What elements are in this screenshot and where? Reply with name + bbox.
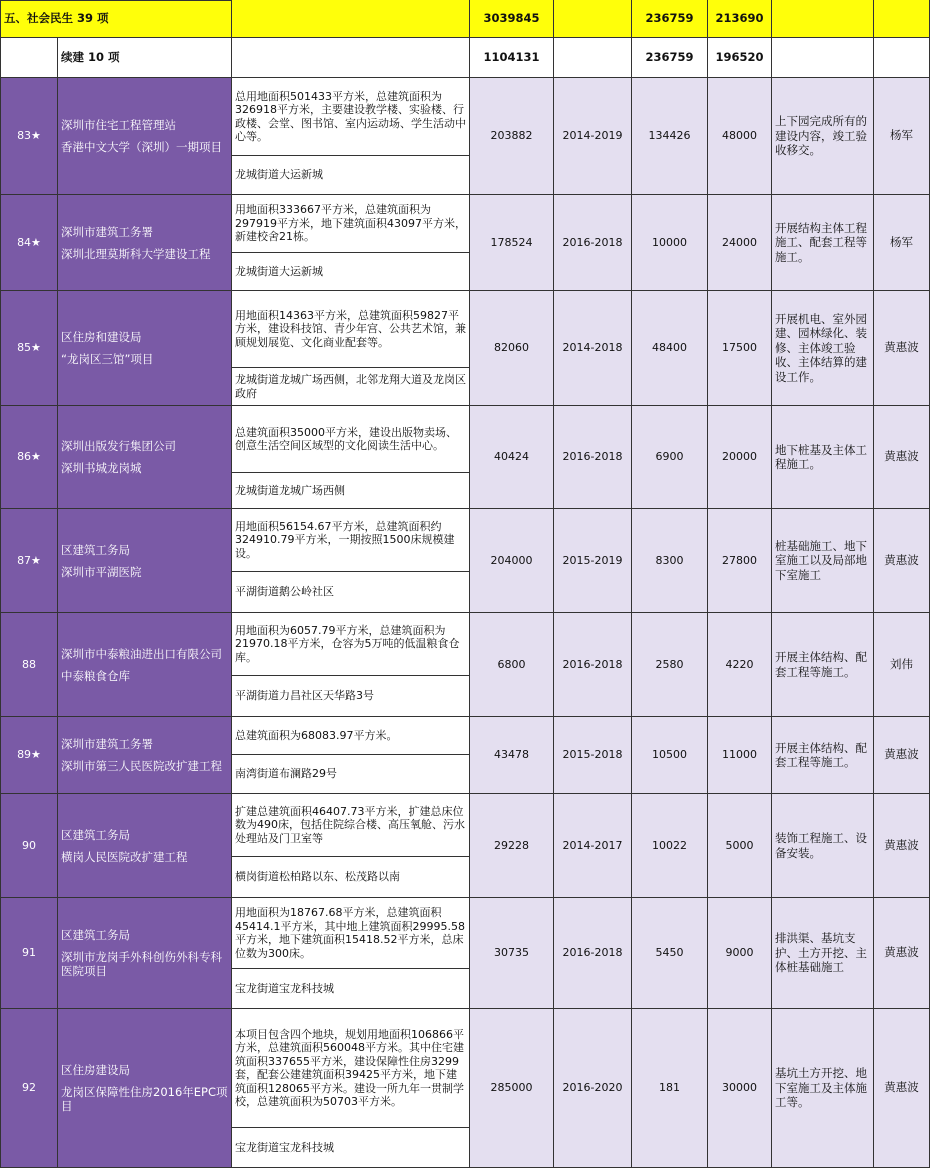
row-plan: 30000 <box>708 1009 772 1168</box>
row-location: 南湾街道布澜路29号 <box>232 755 470 794</box>
row-scale: 扩建总建筑面积46407.73平方米，扩建总床位数为490床，包括住院综合楼、高压氧舱、污水处理站及门卫室等 <box>232 794 470 857</box>
section-plan: 213690 <box>708 0 772 38</box>
row-progress: 装饰工程施工、设备安装。 <box>772 794 874 898</box>
row-completed: 6900 <box>632 406 708 509</box>
row-scale: 总用地面积501433平方米，总建筑面积为326918平方米，主要建设教学楼、实验楼、行政楼、会堂、图书馆、室内运动场、学生活动中心等。 <box>232 78 470 156</box>
row-leader: 刘伟 <box>874 613 930 717</box>
row-number: 84★ <box>0 195 58 291</box>
row-progress: 开展主体结构、配套工程等施工。 <box>772 717 874 794</box>
row-leader: 黄惠波 <box>874 1009 930 1168</box>
row-completed: 5450 <box>632 898 708 1009</box>
row-plan: 24000 <box>708 195 772 291</box>
row-location: 平湖街道力昌社区天华路3号 <box>232 676 470 717</box>
row-scale: 用地面积333667平方米，总建筑面积为297919平方米，地下建筑面积43097平方米，新建校舍21栋。 <box>232 195 470 253</box>
row-progress: 地下桩基及主体工程施工。 <box>772 406 874 509</box>
row-unit-cell <box>58 509 232 613</box>
row-progress: 上下园完成所有的建设内容，竣工验收移交。 <box>772 78 874 195</box>
row-unit: 区住房和建设局 <box>61 330 142 344</box>
row-progress: 开展主体结构、配套工程等施工。 <box>772 613 874 717</box>
section-blank-progress <box>772 0 874 38</box>
row-completed: 2580 <box>632 613 708 717</box>
row-plan: 11000 <box>708 717 772 794</box>
row-investment: 285000 <box>470 1009 554 1168</box>
row-completed: 48400 <box>632 291 708 406</box>
row-plan: 5000 <box>708 794 772 898</box>
subsection-total-investment: 1104131 <box>470 38 554 78</box>
row-location: 平湖街道鹅公岭社区 <box>232 572 470 613</box>
row-completed: 181 <box>632 1009 708 1168</box>
row-unit: 区住房建设局 <box>61 1063 130 1077</box>
row-leader: 杨军 <box>874 195 930 291</box>
row-investment: 40424 <box>470 406 554 509</box>
row-period: 2015-2019 <box>554 509 632 613</box>
row-location: 龙城街道龙城广场西侧，北邻龙翔大道及龙岗区政府 <box>232 368 470 406</box>
row-unit-cell <box>58 898 232 1009</box>
row-period: 2014-2017 <box>554 794 632 898</box>
row-completed: 10022 <box>632 794 708 898</box>
subsection-blank-scale <box>232 38 470 78</box>
row-number: 90 <box>0 794 58 898</box>
row-project-name: 深圳市龙岗手外科创伤外科专科医院项目 <box>61 950 222 978</box>
row-project-name: “龙岗区三馆”项目 <box>61 352 154 366</box>
row-location: 龙城街道龙城广场西侧 <box>232 473 470 509</box>
row-unit-cell <box>58 1009 232 1168</box>
row-unit: 深圳市中泰粮油进出口有限公司 <box>61 646 222 661</box>
row-investment: 29228 <box>470 794 554 898</box>
row-period: 2016-2018 <box>554 898 632 1009</box>
row-investment: 6800 <box>470 613 554 717</box>
row-unit: 区建筑工务局 <box>61 827 130 842</box>
row-number: 86★ <box>0 406 58 509</box>
row-unit: 深圳出版发行集团公司 <box>61 439 176 453</box>
section-blank-scale <box>232 0 470 38</box>
row-project-name: 龙岗区保障性住房2016年EPC项目 <box>61 1085 228 1113</box>
row-unit-cell <box>58 291 232 406</box>
row-location: 宝龙街道宝龙科技城 <box>232 969 470 1009</box>
row-plan: 17500 <box>708 291 772 406</box>
row-unit-cell <box>58 613 232 717</box>
row-unit-cell <box>58 406 232 509</box>
row-scale: 总建筑面积35000平方米，建设出版物卖场、创意生活空间区域型的文化阅读生活中心。 <box>232 406 470 473</box>
row-unit: 深圳市建筑工务署 <box>61 224 153 239</box>
row-plan: 48000 <box>708 78 772 195</box>
row-scale: 用地面积为18767.68平方米，总建筑面积45414.1平方米，其中地上建筑面积29995.58平方米，地下建筑面积15418.52平方米，总床位数为300床。 <box>232 898 470 969</box>
row-leader: 黄惠波 <box>874 898 930 1009</box>
subsection-completed: 236759 <box>632 38 708 78</box>
subsection-blank-period <box>554 38 632 78</box>
row-investment: 82060 <box>470 291 554 406</box>
row-investment: 178524 <box>470 195 554 291</box>
row-completed: 134426 <box>632 78 708 195</box>
row-period: 2014-2018 <box>554 291 632 406</box>
row-leader: 黄惠波 <box>874 794 930 898</box>
row-unit-cell <box>58 195 232 291</box>
row-project-name: 横岗人民医院改扩建工程 <box>61 849 188 864</box>
row-location: 龙城街道大运新城 <box>232 253 470 291</box>
row-progress: 基坑土方开挖、地下室施工及主体施工等。 <box>772 1009 874 1168</box>
row-leader: 黄惠波 <box>874 406 930 509</box>
subsection-plan: 196520 <box>708 38 772 78</box>
section-total-investment: 3039845 <box>470 0 554 38</box>
row-number: 88 <box>0 613 58 717</box>
row-progress: 开展结构主体工程施工、配套工程等施工。 <box>772 195 874 291</box>
row-unit: 深圳市住宅工程管理站 <box>61 118 176 132</box>
row-leader: 黄惠波 <box>874 509 930 613</box>
row-period: 2016-2018 <box>554 613 632 717</box>
subsection-blank-leader <box>874 38 930 78</box>
row-unit-cell <box>58 794 232 898</box>
row-period: 2014-2019 <box>554 78 632 195</box>
row-project-name: 深圳北理莫斯科大学建设工程 <box>61 246 211 261</box>
row-project-name: 深圳市第三人民医院改扩建工程 <box>61 759 222 773</box>
row-progress: 排洪渠、基坑支护、土方开挖、主体桩基础施工 <box>772 898 874 1009</box>
row-progress: 桩基础施工、地下室施工以及局部地下室施工 <box>772 509 874 613</box>
row-number: 89★ <box>0 717 58 794</box>
row-project-name: 深圳书城龙岗城 <box>61 461 142 475</box>
row-completed: 10000 <box>632 195 708 291</box>
section-blank-leader <box>874 0 930 38</box>
row-plan: 9000 <box>708 898 772 1009</box>
row-unit: 区建筑工务局 <box>61 928 130 942</box>
row-investment: 43478 <box>470 717 554 794</box>
subsection-blank-progress <box>772 38 874 78</box>
row-investment: 203882 <box>470 78 554 195</box>
row-unit-cell <box>58 717 232 794</box>
row-plan: 20000 <box>708 406 772 509</box>
row-leader: 黄惠波 <box>874 291 930 406</box>
row-number: 83★ <box>0 78 58 195</box>
row-period: 2016-2018 <box>554 195 632 291</box>
row-project-name: 中泰粮食仓库 <box>61 668 130 683</box>
row-number: 91 <box>0 898 58 1009</box>
row-scale: 用地面积56154.67平方米，总建筑面积约324910.79平方米，一期按照1500床规模建设。 <box>232 509 470 572</box>
row-scale: 总建筑面积为68083.97平方米。 <box>232 717 470 755</box>
subsection-blank-no <box>0 38 58 78</box>
subsection-title: 续建 10 项 <box>58 38 232 78</box>
row-location: 横岗街道松柏路以东、松茂路以南 <box>232 857 470 898</box>
row-progress: 开展机电、室外园建、园林绿化、装修、主体竣工验收、主体结算的建设工作。 <box>772 291 874 406</box>
row-period: 2016-2018 <box>554 406 632 509</box>
row-unit-cell <box>58 78 232 195</box>
row-scale: 用地面积14363平方米，总建筑面积59827平方米，建设科技馆、青少年宫、公共艺术馆，兼顾规划展览、文化商业配套等。 <box>232 291 470 368</box>
row-unit: 区建筑工务局 <box>61 542 130 557</box>
row-number: 87★ <box>0 509 58 613</box>
row-scale: 本项目包含四个地块，规划用地面积106866平方米，总建筑面积560048平方米。其中住宅建筑面积337655平方米，建设保障性住房3299套，配套公建建筑面积39425平方米，地下建筑面积128065平方米。建设一所九年一贯制学校，总建筑面积为50703平方米。 <box>232 1009 470 1128</box>
row-plan: 27800 <box>708 509 772 613</box>
row-plan: 4220 <box>708 613 772 717</box>
row-investment: 204000 <box>470 509 554 613</box>
row-number: 92 <box>0 1009 58 1168</box>
section-completed: 236759 <box>632 0 708 38</box>
section-blank-period <box>554 0 632 38</box>
section-title: 五、社会民生 39 项 <box>0 0 232 38</box>
row-scale: 用地面积为6057.79平方米，总建筑面积为21970.18平方米，仓容为5万吨的低温粮食仓库。 <box>232 613 470 676</box>
row-completed: 10500 <box>632 717 708 794</box>
row-location: 龙城街道大运新城 <box>232 156 470 195</box>
row-leader: 杨军 <box>874 78 930 195</box>
row-project-name: 香港中文大学（深圳）一期项目 <box>61 140 222 154</box>
row-period: 2015-2018 <box>554 717 632 794</box>
row-investment: 30735 <box>470 898 554 1009</box>
row-leader: 黄惠波 <box>874 717 930 794</box>
row-number: 85★ <box>0 291 58 406</box>
row-location: 宝龙街道宝龙科技城 <box>232 1128 470 1168</box>
row-unit: 深圳市建筑工务署 <box>61 737 153 751</box>
row-period: 2016-2020 <box>554 1009 632 1168</box>
row-project-name: 深圳市平湖医院 <box>61 564 142 579</box>
row-completed: 8300 <box>632 509 708 613</box>
